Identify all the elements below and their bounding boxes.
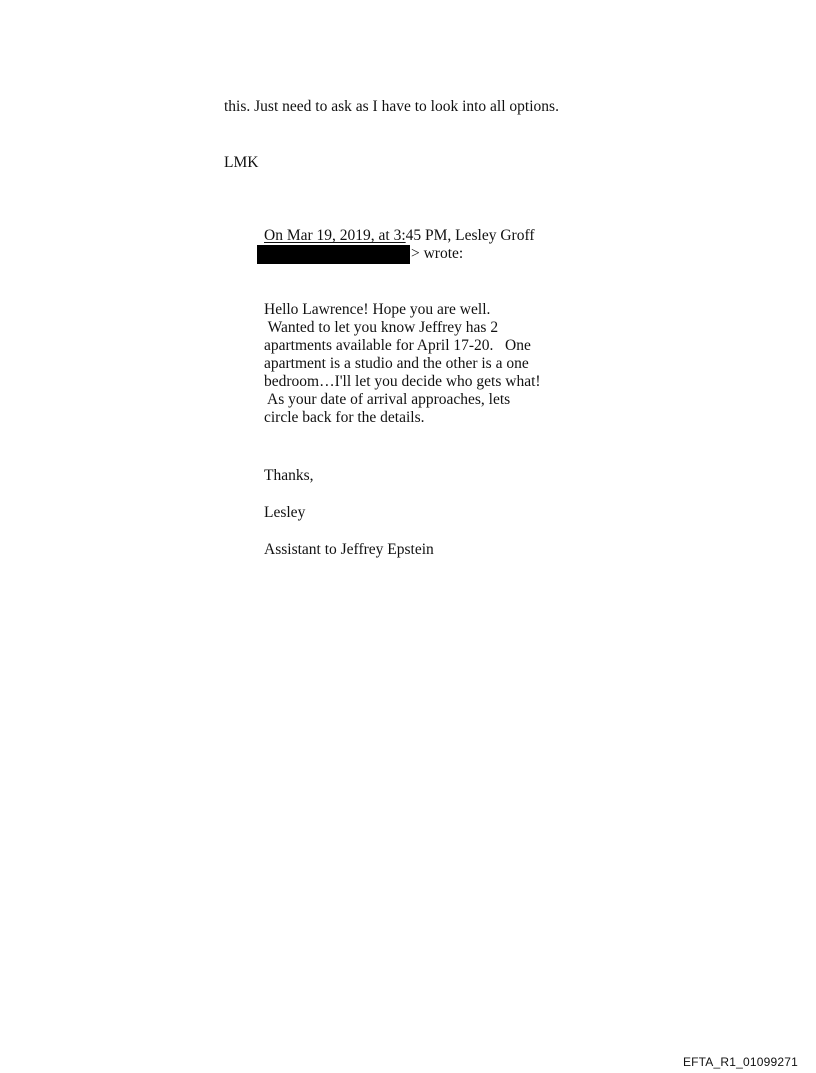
reply-signoff: LMK [224,154,259,171]
body-line: Wanted to let you know Jeffrey has 2 [264,319,499,336]
quoted-header-line [264,227,535,245]
quoted-message-body [264,301,541,427]
body-line: apartment is a studio and the other is a one [264,355,529,372]
document-id: EFTA_R1_01099271 [682,1055,798,1069]
quoted-signature-name: Lesley [264,504,306,521]
body-line: As your date of arrival approaches, lets [264,391,511,408]
reply-text-line: this. Just need to ask as I have to look into all options. [224,98,559,115]
quoted-header-sender: 45 PM, Lesley Groff [405,227,535,244]
quoted-header-date: On Mar 19, 2019, at 3: [264,227,406,244]
redacted-email-address [257,245,410,264]
quoted-header-wrote: > wrote: [411,245,464,262]
body-line: bedroom…I'll let you decide who gets what! [264,373,541,390]
quoted-thanks: Thanks, [264,467,314,484]
body-line: apartments available for April 17-20. One [264,337,531,354]
body-line: circle back for the details. [264,409,425,426]
body-line: Hello Lawrence! Hope you are well. [264,301,491,318]
quoted-signature-title: Assistant to Jeffrey Epstein [264,541,434,558]
